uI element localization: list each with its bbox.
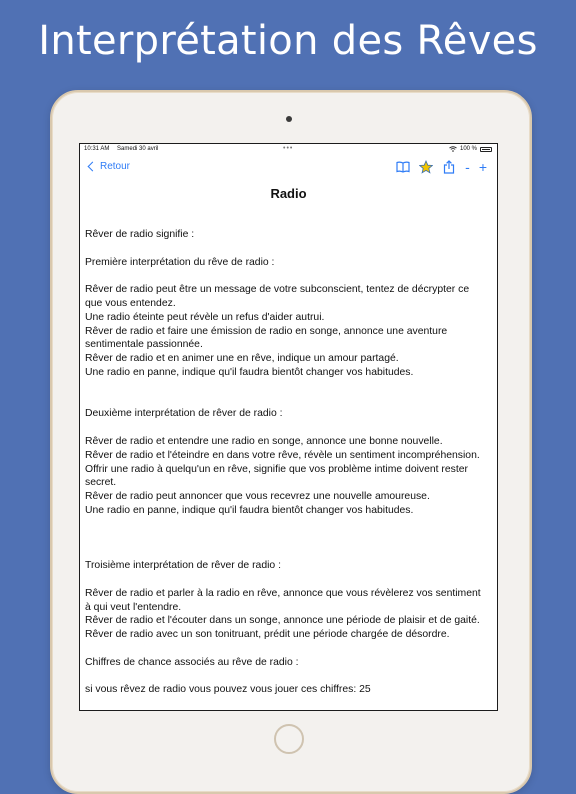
zoom-out-button[interactable]: - <box>465 159 470 175</box>
paragraph-line: Offrir une radio à quelqu'un en rêve, signifie que vos problème intime doivent rester secret. <box>85 463 468 489</box>
section-heading: Première interprétation du rêve de radio : <box>85 256 275 268</box>
page-title: Radio <box>270 186 307 201</box>
paragraph-line: Rêver de radio peut être un message de votre subconscient, tentez de décrypter ce que vous entendez. <box>85 284 470 309</box>
star-icon[interactable] <box>419 160 433 174</box>
share-icon[interactable] <box>442 160 456 174</box>
paragraph-line: Rêver de radio et l'éteindre en dans votre rêve, révèle un sentiment incompréhension. <box>85 449 480 461</box>
battery-icon <box>480 147 492 152</box>
status-time: 10:31 AM <box>84 146 110 152</box>
battery-percent: 100 % <box>459 146 477 152</box>
article-text <box>85 228 489 697</box>
book-icon[interactable] <box>396 160 410 174</box>
chevron-left-icon <box>88 162 98 172</box>
wifi-icon <box>449 146 457 152</box>
paragraph-line: Rêver de radio et l'écouter dans un songe, annonce une période de plaisir et de gaité. <box>85 615 480 627</box>
paragraph-line: Rêver de radio avec un son tonitruant, prédit une période chargée de désordre. <box>85 629 450 641</box>
paragraph-line: Une radio en panne, indique qu'il faudra bientôt changer vos habitudes. <box>85 366 414 378</box>
navigation-bar <box>80 160 497 182</box>
paragraph-line: Rêver de radio et en animer une en rêve, indique un amour partagé. <box>85 353 399 365</box>
paragraph-line: Rêver de radio peut annoncer que vous recevrez une nouvelle amoureuse. <box>85 491 430 503</box>
luck-heading: Chiffres de chance associés au rêve de radio : <box>85 656 299 668</box>
paragraph-line: Rêver de radio et parler à la radio en rêve, annonce que vous révèlerez vos sentiment à qui veut l'entendre. <box>85 587 481 613</box>
paragraph-line: Rêver de radio et entendre une radio en songe, annonce une bonne nouvelle. <box>85 435 443 447</box>
banner-title: Interprétation des Rêves <box>38 18 538 64</box>
intro-line: Rêver de radio signifie : <box>85 229 195 240</box>
section-heading: Troisième interprétation de rêver de radio : <box>85 560 281 572</box>
camera-icon <box>286 116 292 122</box>
back-button[interactable] <box>86 161 130 172</box>
status-date: Samedi 30 avril <box>117 146 159 152</box>
zoom-in-button[interactable]: + <box>478 159 487 175</box>
section-heading: Deuxième interprétation de rêver de radio : <box>85 408 283 420</box>
paragraph-line: Rêver de radio et faire une émission de radio en songe, annonce une aventure sentimentale passionnée. <box>85 325 448 351</box>
status-bar <box>80 144 497 156</box>
paragraph-line: Une radio en panne, indique qu'il faudra bientôt changer vos habitudes. <box>85 504 414 516</box>
paragraph-line: Une radio éteinte peut révèle un refus d'aider autrui. <box>85 311 325 323</box>
luck-line: si vous rêvez de radio vous pouvez vous jouer ces chiffres: 25 <box>85 684 371 696</box>
home-button[interactable] <box>274 724 304 754</box>
app-screen <box>79 143 498 711</box>
back-label: Retour <box>100 161 131 172</box>
multitasking-dots-icon[interactable]: ••• <box>283 145 294 152</box>
